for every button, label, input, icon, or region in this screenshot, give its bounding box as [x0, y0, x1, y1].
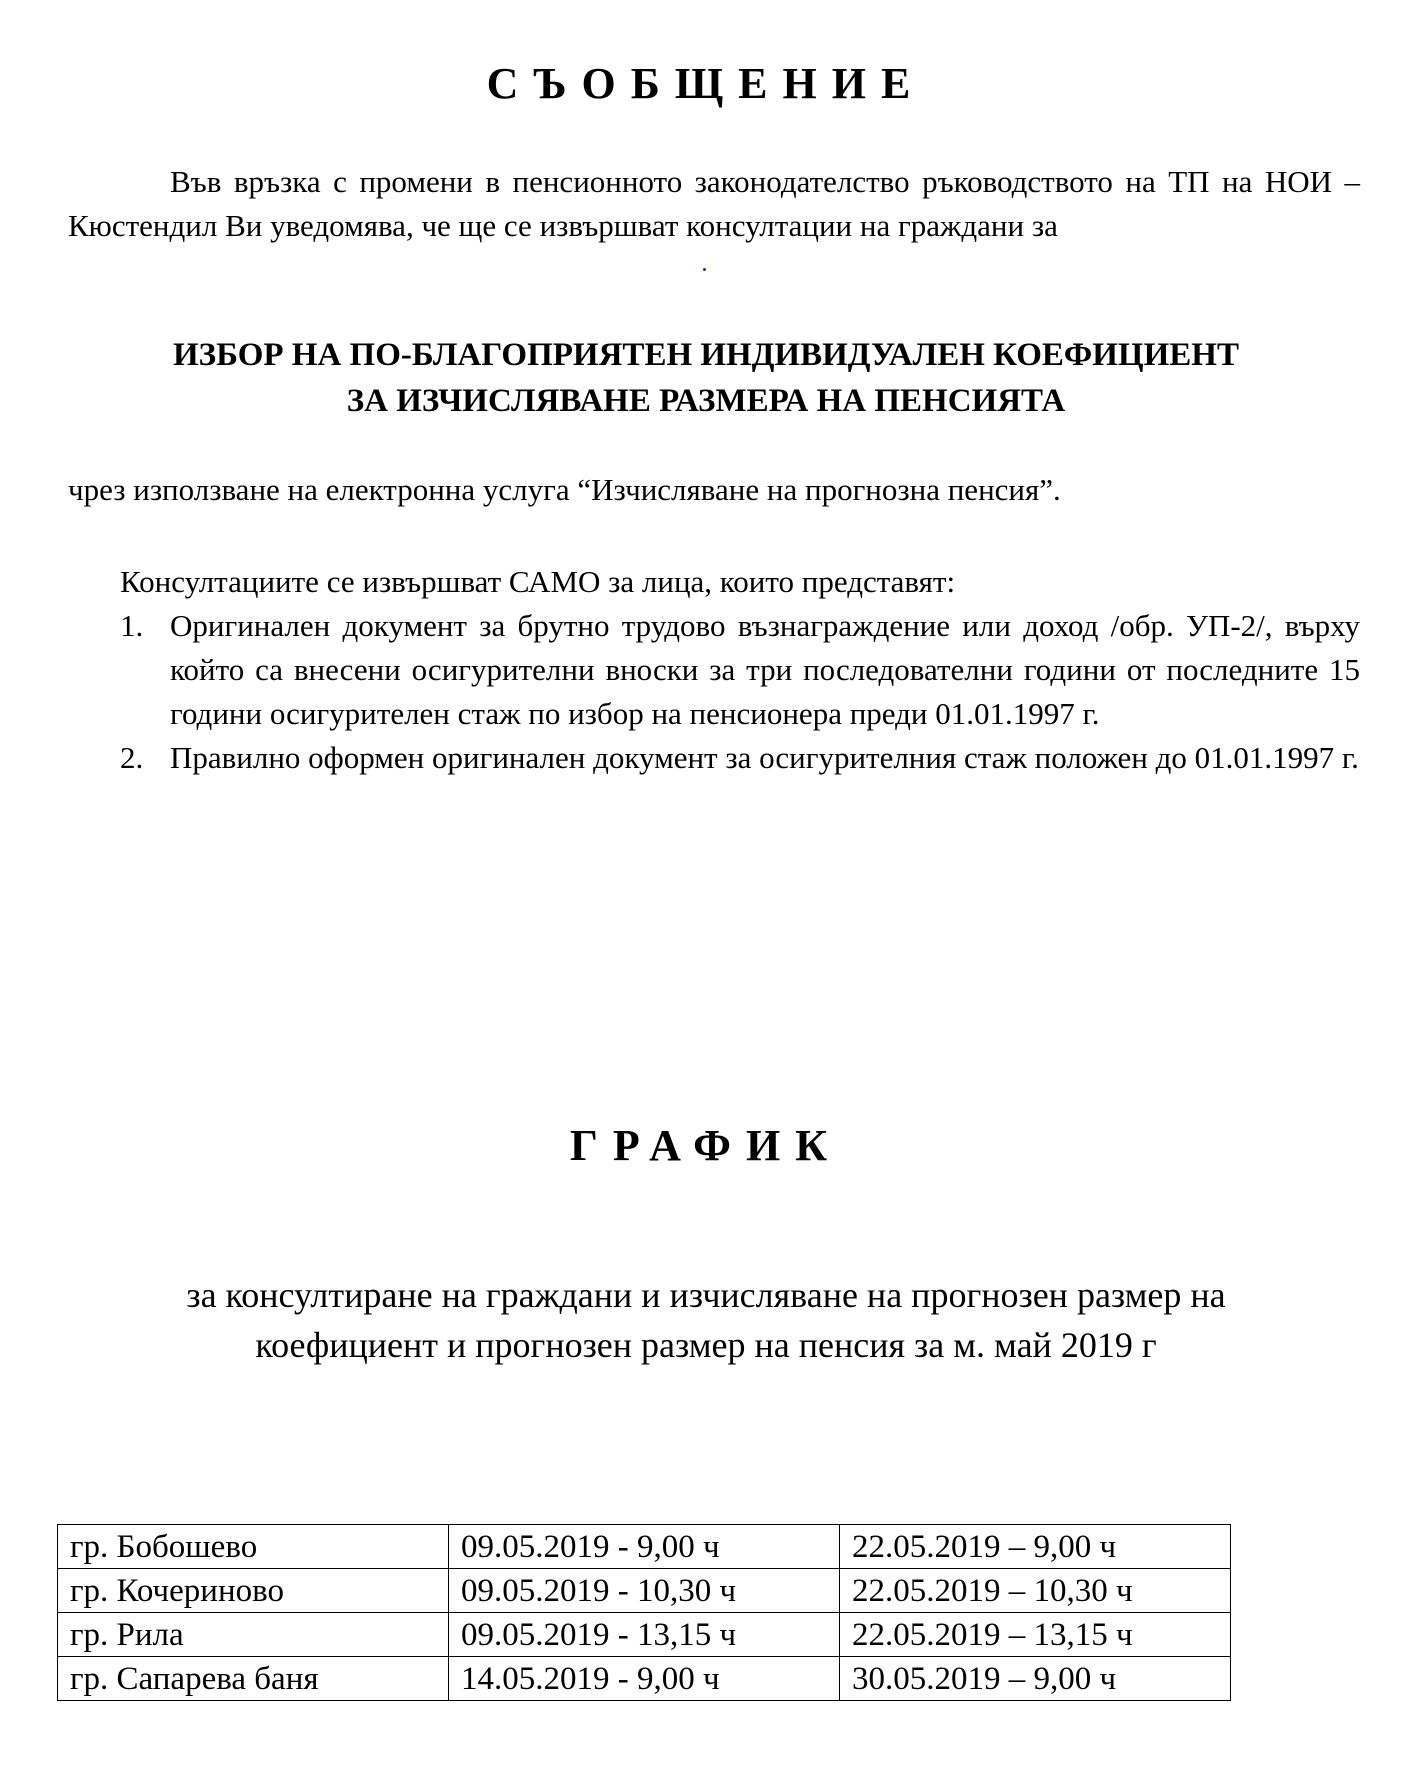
schedule-subtitle	[60, 1270, 1352, 1370]
first-date-cell: 09.05.2019 - 10,30 ч	[449, 1569, 840, 1613]
list-item	[120, 604, 1360, 736]
second-date-cell: 22.05.2019 – 13,15 ч	[840, 1613, 1231, 1657]
heading-line-1: ИЗБОР НА ПО-БЛАГОПРИЯТЕН ИНДИВИДУАЛЕН КОЕФИЦИЕНТ	[173, 337, 1239, 373]
schedule-table	[57, 1524, 1231, 1701]
schedule-title: ГРАФИК	[569, 1121, 843, 1170]
list-item-text: Оригинален документ за брутно трудово възнаграждение или доход /обр. УП-2/, върху който са внесени осигурителни вноски за три последователни години от последните 15 години осигурителен стаж по избор на пенсионера преди 01.01.1997 г.	[170, 608, 1360, 731]
table-row	[58, 1613, 1231, 1657]
list-item	[120, 736, 1360, 780]
second-date-cell: 22.05.2019 – 10,30 ч	[840, 1569, 1231, 1613]
notice-heading	[0, 332, 1412, 424]
intro-paragraph: Във връзка с промени в пенсионното законодателство ръководството на ТП на НОИ – Кюстендил Ви уведомява, че ще се извършват консултации на граждани за	[68, 164, 1360, 243]
table-row	[58, 1657, 1231, 1701]
subtitle-line-1: за консултиране на граждани и изчисляване на прогнозен размер на	[186, 1275, 1226, 1315]
first-date-cell: 09.05.2019 - 13,15 ч	[449, 1613, 840, 1657]
list-item-number: 1.	[120, 608, 144, 643]
town-cell: гр. Бобошево	[58, 1525, 449, 1569]
town-cell: гр. Кочериново	[58, 1569, 449, 1613]
table-row	[58, 1569, 1231, 1613]
scan-dot	[703, 268, 706, 271]
first-date-cell: 14.05.2019 - 9,00 ч	[449, 1657, 840, 1701]
notice-title: СЪОБЩЕНИЕ	[486, 59, 926, 108]
conditions-list	[120, 604, 1360, 780]
town-cell: гр. Сапарева баня	[58, 1657, 449, 1701]
town-cell: гр. Рила	[58, 1613, 449, 1657]
second-date-cell: 30.05.2019 – 9,00 ч	[840, 1657, 1231, 1701]
second-date-cell: 22.05.2019 – 9,00 ч	[840, 1525, 1231, 1569]
heading-line-2: ЗА ИЗЧИСЛЯВАНЕ РАЗМЕРА НА ПЕНСИЯТА	[346, 383, 1066, 419]
subtitle-line-2: коефициент и прогнозен размер на пенсия за м. май 2019 г	[255, 1325, 1157, 1365]
table-row	[58, 1525, 1231, 1569]
conditions-intro: Консултациите се извършват САМО за лица, които представят:	[120, 564, 956, 599]
list-item-number: 2.	[120, 740, 144, 775]
list-item-text: Правилно оформен оригинален документ за осигурителния стаж положен до 01.01.1997 г.	[170, 740, 1359, 775]
service-paragraph: чрез използване на електронна услуга “Изчисляване на прогнозна пенсия”.	[68, 472, 1061, 507]
first-date-cell: 09.05.2019 - 9,00 ч	[449, 1525, 840, 1569]
